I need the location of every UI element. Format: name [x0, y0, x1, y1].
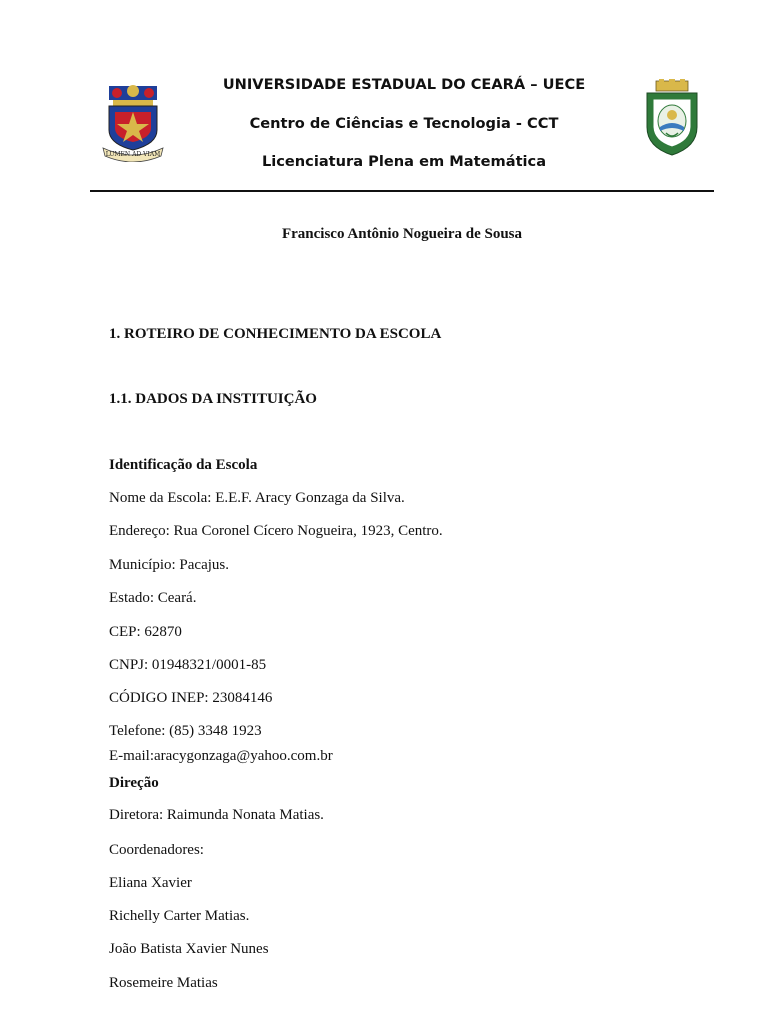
municipality-line: Município: Pacajus. — [109, 557, 229, 573]
direcao-heading: Direção — [109, 775, 159, 791]
ceara-coat-of-arms-logo — [644, 79, 700, 157]
director-line: Diretora: Raimunda Nonata Matias. — [109, 807, 324, 823]
phone-line: Telefone: (85) 3348 1923 — [109, 723, 262, 739]
email-line[interactable] — [109, 747, 333, 765]
center-name: Centro de Ciências e Tecnologia - CCT — [249, 115, 559, 132]
logo-motto: LUMEN AD VIAM — [105, 151, 161, 158]
school-name-line: Nome da Escola: E.E.F. Aracy Gonzaga da Silva. — [109, 490, 405, 506]
coordinator-item: João Batista Xavier Nunes — [109, 941, 269, 957]
coordinator-item: Rosemeire Matias — [109, 975, 218, 991]
cnpj-line: CNPJ: 01948321/0001-85 — [109, 657, 267, 673]
section-1-1-title: 1.1. DADOS DA INSTITUIÇÃO — [109, 391, 317, 407]
state-line: Estado: Ceará. — [109, 590, 197, 606]
coordinators-label: Coordenadores: — [109, 842, 204, 858]
coordinator-item: Eliana Xavier — [109, 875, 192, 891]
university-name: UNIVERSIDADE ESTADUAL DO CEARÁ – UECE — [222, 76, 586, 93]
author-name: Francisco Antônio Nogueira de Sousa — [281, 226, 522, 242]
inep-line: CÓDIGO INEP: 23084146 — [109, 690, 273, 706]
address-line: Endereço: Rua Coronel Cícero Nogueira, 1923, Centro. — [109, 523, 443, 539]
header-divider — [90, 190, 714, 192]
email-link[interactable]: E-mail:aracygonzaga@yahoo.com.br — [109, 748, 333, 764]
identificacao-heading: Identificação da Escola — [109, 457, 258, 473]
cep-line: CEP: 62870 — [109, 624, 182, 640]
course-name: Licenciatura Plena em Matemática — [261, 153, 547, 170]
section-1-title: 1. ROTEIRO DE CONHECIMENTO DA ESCOLA — [109, 326, 442, 342]
coordinator-item: Richelly Carter Matias. — [109, 908, 250, 924]
uece-crest-logo — [101, 82, 165, 162]
